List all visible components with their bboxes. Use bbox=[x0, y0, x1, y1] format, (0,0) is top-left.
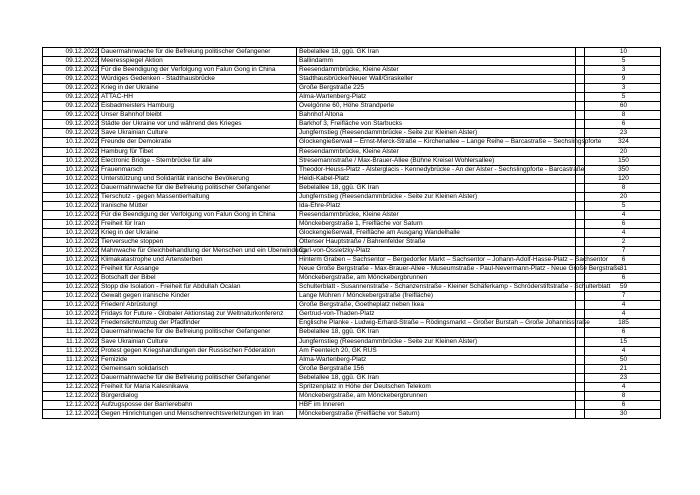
table-row bbox=[43, 138, 661, 147]
spacer-cell bbox=[576, 228, 585, 237]
table-row bbox=[43, 183, 661, 192]
table-row bbox=[43, 292, 661, 301]
location-cell: Jungfernstieg (Reesendammbrücke - Seite zur Kleinen Alster) bbox=[297, 192, 576, 201]
table-row bbox=[43, 102, 661, 111]
date-cell: 10.12.2022 bbox=[43, 210, 99, 219]
participant-count-cell: 6 bbox=[585, 256, 661, 265]
title-cell: Save Ukrainian Culture bbox=[99, 129, 297, 138]
participant-count-cell: 5 bbox=[585, 57, 661, 66]
spacer-cell bbox=[576, 75, 585, 84]
table-row bbox=[43, 120, 661, 129]
table-row bbox=[43, 57, 661, 66]
table-row bbox=[43, 328, 661, 337]
location-cell: Alma-Wartenberg-Platz bbox=[297, 93, 576, 102]
title-cell: Klimakatastrophe und Artensterben bbox=[99, 256, 297, 265]
date-cell: 11.12.2022 bbox=[43, 337, 99, 346]
location-cell: Neue Große Bergstraße - Max-Brauer-Allee - Museumstraße - Paul-Nevermann-Platz - Neue Große Bergstraße bbox=[297, 265, 576, 274]
table-row bbox=[43, 174, 661, 183]
title-cell: Stopp die Isolation - Freiheit für Abdullah Öcalan bbox=[99, 283, 297, 292]
title-cell: Unterstützung und Solidarität iranische Bevökerung bbox=[99, 174, 297, 183]
date-cell: 10.12.2022 bbox=[43, 138, 99, 147]
participant-count-cell: 120 bbox=[585, 174, 661, 183]
date-cell: 10.12.2022 bbox=[43, 292, 99, 301]
participant-count-cell: 7 bbox=[585, 292, 661, 301]
date-cell: 10.12.2022 bbox=[43, 310, 99, 319]
date-cell: 10.12.2022 bbox=[43, 265, 99, 274]
assembly-table bbox=[42, 47, 661, 419]
participant-count-cell: 6 bbox=[585, 400, 661, 409]
title-cell: Freiheit für Iran bbox=[99, 219, 297, 228]
table-row bbox=[43, 265, 661, 274]
spacer-cell bbox=[576, 237, 585, 246]
title-cell: Iranische Mütter bbox=[99, 201, 297, 210]
table-row bbox=[43, 283, 661, 292]
date-cell: 10.12.2022 bbox=[43, 147, 99, 156]
participant-count-cell: 30 bbox=[585, 409, 661, 418]
title-cell: Für die Beendigung der Verfolgung von Falun Gong in China bbox=[99, 210, 297, 219]
date-cell: 11.12.2022 bbox=[43, 319, 99, 328]
table-row bbox=[43, 84, 661, 93]
participant-count-cell: 350 bbox=[585, 165, 661, 174]
location-cell: Lange Mühren / Mönckebergstraße (freifläche) bbox=[297, 292, 576, 301]
title-cell: Save Ukrainian Culture bbox=[99, 337, 297, 346]
spacer-cell bbox=[576, 219, 585, 228]
spacer-cell bbox=[576, 373, 585, 382]
spacer-cell bbox=[576, 156, 585, 165]
title-cell: Eisbadmeisters Hamburg bbox=[99, 102, 297, 111]
location-cell: Mönckebergstraße (Freifläche vor Saturn) bbox=[297, 409, 576, 418]
title-cell: Electronic Bridge - Sternbrücke für alle bbox=[99, 156, 297, 165]
location-cell: Mönckebergstraße, am Mönckebergbrunnen bbox=[297, 391, 576, 400]
table-row bbox=[43, 210, 661, 219]
spacer-cell bbox=[576, 201, 585, 210]
date-cell: 10.12.2022 bbox=[43, 274, 99, 283]
spacer-cell bbox=[576, 391, 585, 400]
date-cell: 12.12.2022 bbox=[43, 400, 99, 409]
spacer-cell bbox=[576, 310, 585, 319]
title-cell: Würdiges Gedenken - Stadthausbrücke bbox=[99, 75, 297, 84]
spacer-cell bbox=[576, 120, 585, 129]
participant-count-cell: 324 bbox=[585, 138, 661, 147]
table-row bbox=[43, 66, 661, 75]
table-row bbox=[43, 192, 661, 201]
location-cell: Mönckebergstraße, am Mönckebergbrunnen bbox=[297, 274, 576, 283]
location-cell: Am Feenteich 20, GK RUS bbox=[297, 346, 576, 355]
title-cell: Gegen Hinrichtungen und Menschenrechtsverletzungen im Iran bbox=[99, 409, 297, 418]
participant-count-cell: 4 bbox=[585, 228, 661, 237]
spacer-cell bbox=[576, 48, 585, 57]
participant-count-cell: 185 bbox=[585, 319, 661, 328]
spacer-cell bbox=[576, 346, 585, 355]
spacer-cell bbox=[576, 66, 585, 75]
spacer-cell bbox=[576, 210, 585, 219]
date-cell: 10.12.2022 bbox=[43, 201, 99, 210]
participant-count-cell: 8 bbox=[585, 391, 661, 400]
location-cell: Spritzenplatz in Höhe der Deutschen Telekom bbox=[297, 382, 576, 391]
location-cell: Bebelallee 18, ggü. GK Iran bbox=[297, 183, 576, 192]
participant-count-cell: 8 bbox=[585, 183, 661, 192]
title-cell: Botschaft der Bibel bbox=[99, 274, 297, 283]
date-cell: 10.12.2022 bbox=[43, 192, 99, 201]
spacer-cell bbox=[576, 183, 585, 192]
spacer-cell bbox=[576, 147, 585, 156]
location-cell: Reesendammbrücke, Kleine Alster bbox=[297, 210, 576, 219]
location-cell: Jungfernstieg (Reesendammbrücke - Seite zur Kleinen Alster) bbox=[297, 129, 576, 138]
title-cell: Freiheit für Maria Kalesnikawa bbox=[99, 382, 297, 391]
location-cell: Bebelallee 18, ggü. GK Iran bbox=[297, 373, 576, 382]
participant-count-cell: 3 bbox=[585, 84, 661, 93]
date-cell: 10.12.2022 bbox=[43, 165, 99, 174]
table-row bbox=[43, 355, 661, 364]
title-cell: Dauermahnwache für die Befreiung politischer Gefangener bbox=[99, 48, 297, 57]
location-cell: Jungfernstieg (Reesendammbrücke - Seite zur Kleinen Alster) bbox=[297, 337, 576, 346]
title-cell: Unser Bahnhof bleibt bbox=[99, 111, 297, 120]
table-row bbox=[43, 346, 661, 355]
table-row bbox=[43, 400, 661, 409]
location-cell: Große Bergstraße 156 bbox=[297, 364, 576, 373]
location-cell: Mönckebergstraße 1, Freifläche vor Saturn bbox=[297, 219, 576, 228]
title-cell: Krieg in der Ukraine bbox=[99, 228, 297, 237]
participant-count-cell: 5 bbox=[585, 201, 661, 210]
date-cell: 10.12.2022 bbox=[43, 156, 99, 165]
location-cell: Gertrud-von-Thaden-Platz bbox=[297, 310, 576, 319]
table-row bbox=[43, 147, 661, 156]
date-cell: 10.12.2022 bbox=[43, 283, 99, 292]
date-cell: 09.12.2022 bbox=[43, 120, 99, 129]
participant-count-cell: 6 bbox=[585, 328, 661, 337]
location-cell: Reesendammbrücke, Kleine Alster bbox=[297, 66, 576, 75]
title-cell: Protest gegen Kriegshandlungen der Russischen Föderation bbox=[99, 346, 297, 355]
spacer-cell bbox=[576, 337, 585, 346]
title-cell: Gemeinsam solidarisch bbox=[99, 364, 297, 373]
participant-count-cell: 4 bbox=[585, 346, 661, 355]
location-cell: Reesendammbrücke, Kleine Alster bbox=[297, 147, 576, 156]
location-cell: Stresemannstraße / Max-Brauer-Allee (Bühne Kreisel Wohlersallee) bbox=[297, 156, 576, 165]
table-row bbox=[43, 409, 661, 418]
participant-count-cell: 4 bbox=[585, 382, 661, 391]
participant-count-cell: 15 bbox=[585, 337, 661, 346]
title-cell: Dauermahnwache für die Befreiung politischer Gefangener bbox=[99, 373, 297, 382]
title-cell: Freiheit für Assange bbox=[99, 265, 297, 274]
location-cell: Stadthausbrücke/Neuer Wall/Graskeller bbox=[297, 75, 576, 84]
date-cell: 10.12.2022 bbox=[43, 301, 99, 310]
participant-count-cell: 60 bbox=[585, 102, 661, 111]
participant-count-cell: 59 bbox=[585, 283, 661, 292]
title-cell: Aufzugsposse der Barrierebahn bbox=[99, 400, 297, 409]
title-cell: Für die Beendigung der Verfolgung von Falun Gong in China bbox=[99, 66, 297, 75]
spacer-cell bbox=[576, 84, 585, 93]
title-cell: Frieden! Abrüstung! bbox=[99, 301, 297, 310]
location-cell: Ida-Ehre-Platz bbox=[297, 201, 576, 210]
date-cell: 11.12.2022 bbox=[43, 355, 99, 364]
date-cell: 10.12.2022 bbox=[43, 256, 99, 265]
spacer-cell bbox=[576, 301, 585, 310]
spacer-cell bbox=[576, 409, 585, 418]
table-row bbox=[43, 156, 661, 165]
participant-count-cell: 4 bbox=[585, 301, 661, 310]
participant-count-cell: 21 bbox=[585, 364, 661, 373]
location-cell: Theodor-Heuss-Platz - Alsterglacis - Kennedybrücke - An der Alster - Sechslingpforte - Barcastraße bbox=[297, 165, 576, 174]
table-row bbox=[43, 219, 661, 228]
title-cell: Dauermahnwache für die Befreiung politischer Gefangener bbox=[99, 183, 297, 192]
table-row bbox=[43, 319, 661, 328]
date-cell: 12.12.2022 bbox=[43, 409, 99, 418]
spacer-cell bbox=[576, 111, 585, 120]
participant-count-cell: 23 bbox=[585, 373, 661, 382]
spacer-cell bbox=[576, 355, 585, 364]
date-cell: 09.12.2022 bbox=[43, 129, 99, 138]
date-cell: 09.12.2022 bbox=[43, 84, 99, 93]
location-cell: Barkhof 3, Freifläche von Starbucks bbox=[297, 120, 576, 129]
spacer-cell bbox=[576, 102, 585, 111]
title-cell: Krieg in der Ukraine bbox=[99, 84, 297, 93]
table-row bbox=[43, 310, 661, 319]
location-cell: Hinterm Graben – Sachsentor – Bergedorfer Markt – Sachsentor – Johann-Adolf-Hasse-Platz – Sachsentor bbox=[297, 256, 576, 265]
title-cell: Frauenmarsch bbox=[99, 165, 297, 174]
title-cell: Friedenslichtumzug der Pfadfinder bbox=[99, 319, 297, 328]
title-cell: Dauermahnwache für die Befreiung politischer Gefangener bbox=[99, 328, 297, 337]
date-cell: 09.12.2022 bbox=[43, 48, 99, 57]
date-cell: 09.12.2022 bbox=[43, 102, 99, 111]
table-row bbox=[43, 75, 661, 84]
table-row bbox=[43, 274, 661, 283]
date-cell: 09.12.2022 bbox=[43, 111, 99, 120]
participant-count-cell: 6 bbox=[585, 219, 661, 228]
location-cell: Carl-von-Ossietzky-Platz bbox=[297, 247, 576, 256]
title-cell: Hamburg für Tibet bbox=[99, 147, 297, 156]
date-cell: 10.12.2022 bbox=[43, 247, 99, 256]
title-cell: Freunde der Demokratie bbox=[99, 138, 297, 147]
spacer-cell bbox=[576, 129, 585, 138]
participant-count-cell: 31 bbox=[585, 265, 661, 274]
location-cell: Bebelallee 18, ggü. GK Iran bbox=[297, 328, 576, 337]
table-row bbox=[43, 391, 661, 400]
date-cell: 09.12.2022 bbox=[43, 66, 99, 75]
table-row bbox=[43, 364, 661, 373]
participant-count-cell: 4 bbox=[585, 310, 661, 319]
spacer-cell bbox=[576, 382, 585, 391]
spacer-cell bbox=[576, 93, 585, 102]
location-cell: Ottenser Hauptstraße / Bahrenfelder Straße bbox=[297, 237, 576, 246]
location-cell: Heidi-Kabel-Platz bbox=[297, 174, 576, 183]
location-cell: Schulterblatt - Susannenstraße - Schanzenstraße - Kleiner Schäferkamp - Schröderstiftstraße - Schulterblatt bbox=[297, 283, 576, 292]
participant-count-cell: 3 bbox=[585, 66, 661, 75]
date-cell: 09.12.2022 bbox=[43, 75, 99, 84]
participant-count-cell: 8 bbox=[585, 111, 661, 120]
table-row bbox=[43, 111, 661, 120]
table-row bbox=[43, 201, 661, 210]
title-cell: Tierversuche stoppen bbox=[99, 237, 297, 246]
spacer-cell bbox=[576, 328, 585, 337]
participant-count-cell: 9 bbox=[585, 75, 661, 84]
table-row bbox=[43, 48, 661, 57]
location-cell: Övelgönne 60, Höhe Strandperle bbox=[297, 102, 576, 111]
table-row bbox=[43, 228, 661, 237]
title-cell: Fridays for Future - Globaler Aktionstag zur Weltnaturkonferenz bbox=[99, 310, 297, 319]
table-row bbox=[43, 93, 661, 102]
spacer-cell bbox=[576, 57, 585, 66]
location-cell: HBF im Inneren bbox=[297, 400, 576, 409]
participant-count-cell: 10 bbox=[585, 48, 661, 57]
table-row bbox=[43, 337, 661, 346]
title-cell: ATTAC-HH bbox=[99, 93, 297, 102]
date-cell: 09.12.2022 bbox=[43, 93, 99, 102]
date-cell: 10.12.2022 bbox=[43, 174, 99, 183]
participant-count-cell: 20 bbox=[585, 192, 661, 201]
location-cell: Bahnhof Altona bbox=[297, 111, 576, 120]
title-cell: Femizide bbox=[99, 355, 297, 364]
participant-count-cell: 4 bbox=[585, 210, 661, 219]
date-cell: 12.12.2022 bbox=[43, 364, 99, 373]
participant-count-cell: 5 bbox=[585, 93, 661, 102]
location-cell: Glockengießerwall, Freifläche am Ausgang Wandelhalle bbox=[297, 228, 576, 237]
date-cell: 11.12.2022 bbox=[43, 328, 99, 337]
spacer-cell bbox=[576, 174, 585, 183]
title-cell: Bürgerdialog bbox=[99, 391, 297, 400]
table-row bbox=[43, 256, 661, 265]
table-row bbox=[43, 129, 661, 138]
date-cell: 09.12.2022 bbox=[43, 57, 99, 66]
spacer-cell bbox=[576, 400, 585, 409]
table-row bbox=[43, 382, 661, 391]
assembly-table-body bbox=[43, 48, 661, 419]
participant-count-cell: 6 bbox=[585, 120, 661, 129]
spacer-cell bbox=[576, 274, 585, 283]
participant-count-cell: 2 bbox=[585, 237, 661, 246]
title-cell: Gewalt gegen iranische Kinder bbox=[99, 292, 297, 301]
spacer-cell bbox=[576, 364, 585, 373]
title-cell: Städte der Ukraine vor und während des Krieges bbox=[99, 120, 297, 129]
participant-count-cell: 50 bbox=[585, 355, 661, 364]
table-row bbox=[43, 165, 661, 174]
date-cell: 10.12.2022 bbox=[43, 228, 99, 237]
spacer-cell bbox=[576, 247, 585, 256]
location-cell: Große Bergstraße 225 bbox=[297, 84, 576, 93]
date-cell: 12.12.2022 bbox=[43, 373, 99, 382]
location-cell: Ballindamm bbox=[297, 57, 576, 66]
location-cell: Alma-Wartenberg-Platz bbox=[297, 355, 576, 364]
location-cell: Englische Planke - Ludwig-Erhard-Straße – Rödingsmarkt – Großer Burstah – Große Johannisstraße bbox=[297, 319, 576, 328]
participant-count-cell: 20 bbox=[585, 147, 661, 156]
title-cell: Mahnwache für Gleichbehandlung der Menschen und ein Überwindung bbox=[99, 247, 297, 256]
date-cell: 12.12.2022 bbox=[43, 391, 99, 400]
date-cell: 10.12.2022 bbox=[43, 183, 99, 192]
participant-count-cell: 150 bbox=[585, 156, 661, 165]
location-cell: Große Bergstraße, Goetheplatz neben Ikea bbox=[297, 301, 576, 310]
spacer-cell bbox=[576, 292, 585, 301]
table-row bbox=[43, 301, 661, 310]
table-row bbox=[43, 237, 661, 246]
table-row bbox=[43, 373, 661, 382]
location-cell: Bebelallee 18, ggü. GK Iran bbox=[297, 48, 576, 57]
participant-count-cell: 6 bbox=[585, 274, 661, 283]
title-cell: Meeresspiegel Aktion bbox=[99, 57, 297, 66]
date-cell: 12.12.2022 bbox=[43, 382, 99, 391]
participant-count-cell: 7 bbox=[585, 247, 661, 256]
date-cell: 11.12.2022 bbox=[43, 346, 99, 355]
participant-count-cell: 23 bbox=[585, 129, 661, 138]
date-cell: 10.12.2022 bbox=[43, 237, 99, 246]
table-row bbox=[43, 247, 661, 256]
date-cell: 10.12.2022 bbox=[43, 219, 99, 228]
location-cell: Glockengießerwall – Ernst-Merck-Straße – Kirchenallee – Lange Reihe – Barcastraße – Sechslingspforte bbox=[297, 138, 576, 147]
title-cell: Tierschutz - gegen Massentierhaltung bbox=[99, 192, 297, 201]
spacer-cell bbox=[576, 192, 585, 201]
